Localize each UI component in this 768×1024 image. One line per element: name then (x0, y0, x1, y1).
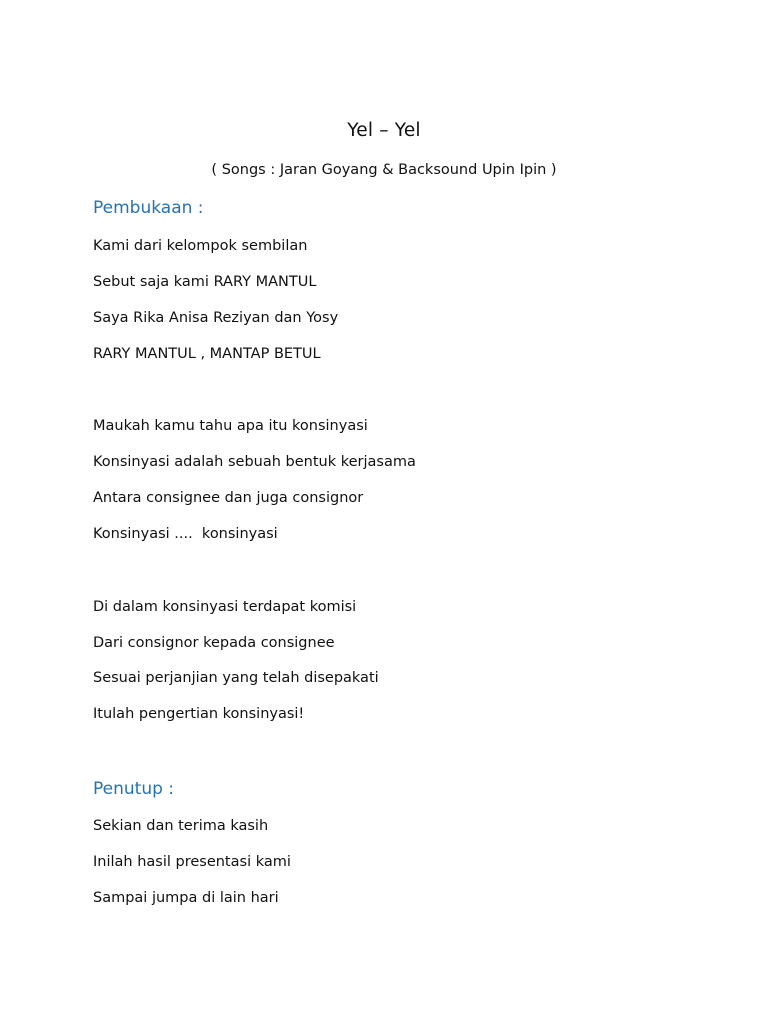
lyric-line: Saya Rika Anisa Reziyan dan Yosy (93, 310, 339, 326)
document-title: Yel – Yel (347, 120, 421, 141)
lyric-line: Sesuai perjanjian yang telah disepakati (93, 670, 379, 686)
lyric-line: Di dalam konsinyasi terdapat komisi (93, 599, 357, 615)
lyric-line: Antara consignee dan juga consignor (93, 490, 364, 506)
document-subtitle: ( Songs : Jaran Goyang & Backsound Upin Ipin ) (211, 162, 557, 178)
section-heading-closing: Penutup : (93, 779, 175, 799)
lyric-line: Konsinyasi .... konsinyasi (93, 526, 278, 542)
lyric-line: Inilah hasil presentasi kami (93, 854, 291, 870)
lyric-line: Konsinyasi adalah sebuah bentuk kerjasama (93, 454, 416, 470)
lyric-line: Sampai jumpa di lain hari (93, 890, 279, 906)
lyric-line: Sebut saja kami RARY MANTUL (93, 274, 317, 290)
lyric-line: RARY MANTUL , MANTAP BETUL (93, 346, 321, 362)
lyric-line: Sekian dan terima kasih (93, 818, 269, 834)
lyric-line: Kami dari kelompok sembilan (93, 238, 308, 254)
lyric-line: Dari consignor kepada consignee (93, 635, 335, 651)
lyric-line: Maukah kamu tahu apa itu konsinyasi (93, 418, 368, 434)
section-heading-opening: Pembukaan : (93, 198, 204, 218)
lyric-line: Itulah pengertian konsinyasi! (93, 706, 305, 722)
